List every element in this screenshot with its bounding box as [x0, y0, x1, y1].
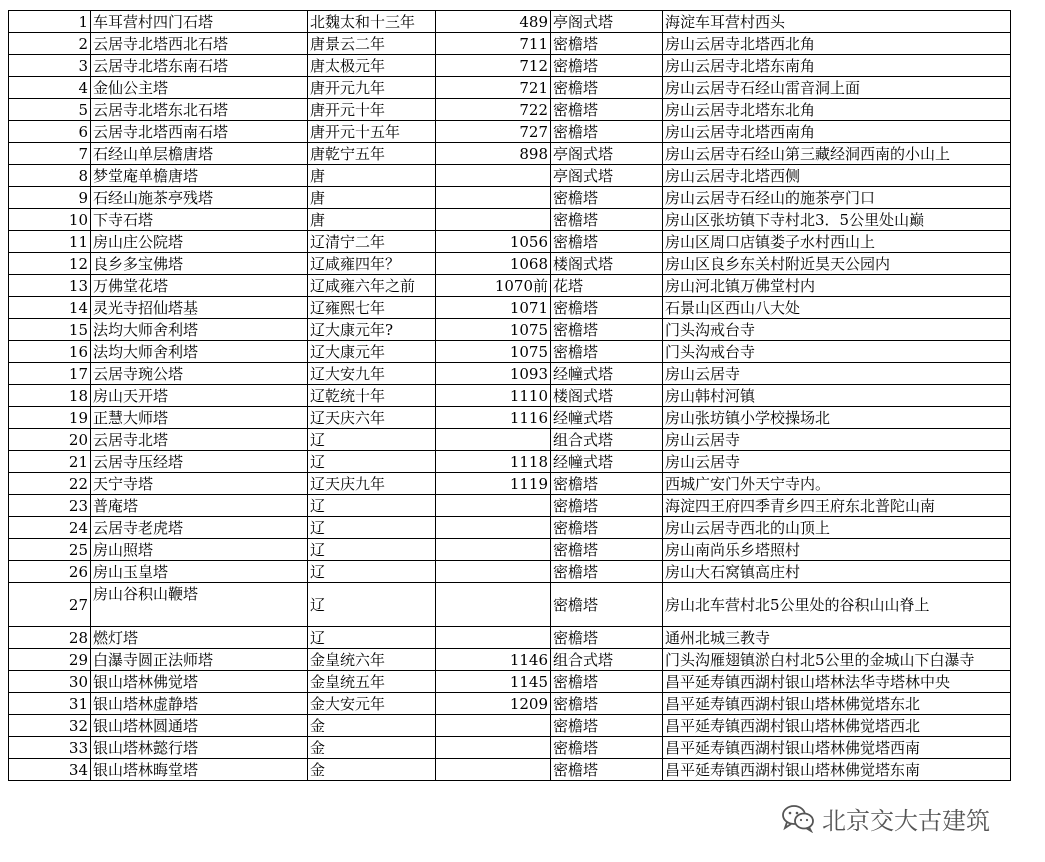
year-value: 1116 [436, 407, 551, 429]
pagoda-name: 下寺石塔 [91, 209, 308, 231]
pagoda-name: 燃灯塔 [91, 627, 308, 649]
pagoda-type: 经幢式塔 [551, 363, 663, 385]
pagoda-type: 密檐塔 [551, 297, 663, 319]
table-row [9, 627, 1011, 649]
table-row [9, 693, 1011, 715]
table-row [9, 539, 1011, 561]
pagoda-type: 密檐塔 [551, 539, 663, 561]
row-number: 29 [9, 649, 91, 671]
pagoda-type: 经幢式塔 [551, 407, 663, 429]
pagoda-name: 房山照塔 [91, 539, 308, 561]
pagoda-type: 密檐塔 [551, 583, 663, 627]
pagoda-type: 密檐塔 [551, 627, 663, 649]
pagoda-location: 房山韩村河镇 [663, 385, 1011, 407]
pagoda-table-body [9, 11, 1011, 781]
era-date: 辽天庆九年 [308, 473, 436, 495]
year-value: 721 [436, 77, 551, 99]
pagoda-location: 门头沟雁翅镇淤白村北5公里的金城山下白瀑寺 [663, 649, 1011, 671]
year-value: 1145 [436, 671, 551, 693]
pagoda-location: 昌平延寿镇西湖村银山塔林法华寺塔林中央 [663, 671, 1011, 693]
era-date: 辽 [308, 627, 436, 649]
table-row [9, 165, 1011, 187]
pagoda-type: 亭阁式塔 [551, 11, 663, 33]
pagoda-location: 海淀车耳营村西头 [663, 11, 1011, 33]
pagoda-type: 密檐塔 [551, 671, 663, 693]
row-number: 25 [9, 539, 91, 561]
pagoda-location: 房山云居寺北塔西北角 [663, 33, 1011, 55]
pagoda-location: 昌平延寿镇西湖村银山塔林佛觉塔西南 [663, 737, 1011, 759]
era-date: 金大安元年 [308, 693, 436, 715]
table-row [9, 231, 1011, 253]
year-value: 1119 [436, 473, 551, 495]
pagoda-type: 密檐塔 [551, 715, 663, 737]
pagoda-name: 梦堂庵单檐唐塔 [91, 165, 308, 187]
year-value [436, 517, 551, 539]
row-number: 18 [9, 385, 91, 407]
row-number: 7 [9, 143, 91, 165]
era-date: 金 [308, 759, 436, 781]
pagoda-name: 银山塔林圆通塔 [91, 715, 308, 737]
era-date: 唐开元九年 [308, 77, 436, 99]
pagoda-name: 云居寺北塔东北石塔 [91, 99, 308, 121]
pagoda-type: 密檐塔 [551, 561, 663, 583]
era-date: 金皇统六年 [308, 649, 436, 671]
table-row [9, 429, 1011, 451]
table-row [9, 561, 1011, 583]
pagoda-location: 石景山区西山八大处 [663, 297, 1011, 319]
table-row [9, 671, 1011, 693]
pagoda-name: 房山玉皇塔 [91, 561, 308, 583]
year-value [436, 187, 551, 209]
pagoda-location: 房山南尚乐乡塔照村 [663, 539, 1011, 561]
row-number: 24 [9, 517, 91, 539]
table-row [9, 77, 1011, 99]
pagoda-location: 房山区张坊镇下寺村北3．5公里处山巅 [663, 209, 1011, 231]
row-number: 13 [9, 275, 91, 297]
era-date: 金 [308, 715, 436, 737]
pagoda-name: 车耳营村四门石塔 [91, 11, 308, 33]
row-number: 23 [9, 495, 91, 517]
wechat-icon [780, 803, 816, 833]
pagoda-name: 正慧大师塔 [91, 407, 308, 429]
year-value [436, 429, 551, 451]
table-row [9, 319, 1011, 341]
pagoda-location: 房山区周口店镇娄子水村西山上 [663, 231, 1011, 253]
year-value [436, 165, 551, 187]
era-date: 辽 [308, 495, 436, 517]
pagoda-type: 密檐塔 [551, 319, 663, 341]
table-row [9, 715, 1011, 737]
row-number: 15 [9, 319, 91, 341]
watermark [780, 800, 990, 836]
year-value [436, 715, 551, 737]
year-value: 712 [436, 55, 551, 77]
era-date: 辽咸雍六年之前 [308, 275, 436, 297]
table-row [9, 363, 1011, 385]
table-row [9, 407, 1011, 429]
row-number: 34 [9, 759, 91, 781]
pagoda-location: 通州北城三教寺 [663, 627, 1011, 649]
pagoda-location: 房山河北镇万佛堂村内 [663, 275, 1011, 297]
year-value: 1071 [436, 297, 551, 319]
pagoda-name: 金仙公主塔 [91, 77, 308, 99]
table-row [9, 143, 1011, 165]
pagoda-location: 房山云居寺 [663, 363, 1011, 385]
pagoda-type: 经幢式塔 [551, 451, 663, 473]
year-value [436, 759, 551, 781]
pagoda-location: 门头沟戒台寺 [663, 341, 1011, 363]
year-value [436, 495, 551, 517]
row-number: 10 [9, 209, 91, 231]
table-row [9, 209, 1011, 231]
row-number: 21 [9, 451, 91, 473]
row-number: 14 [9, 297, 91, 319]
year-value [436, 583, 551, 627]
pagoda-type: 密檐塔 [551, 231, 663, 253]
pagoda-location: 门头沟戒台寺 [663, 319, 1011, 341]
era-date: 辽 [308, 539, 436, 561]
era-date: 辽大康元年 [308, 341, 436, 363]
pagoda-location: 房山云居寺石经山第三藏经洞西南的小山上 [663, 143, 1011, 165]
year-value: 1209 [436, 693, 551, 715]
watermark-text: 北京交大古建筑 [822, 806, 990, 835]
pagoda-name: 白瀑寺圆正法师塔 [91, 649, 308, 671]
pagoda-name: 房山天开塔 [91, 385, 308, 407]
pagoda-type: 密檐塔 [551, 99, 663, 121]
year-value: 1056 [436, 231, 551, 253]
era-date: 唐开元十年 [308, 99, 436, 121]
pagoda-location: 房山张坊镇小学校操场北 [663, 407, 1011, 429]
year-value [436, 627, 551, 649]
pagoda-name: 普庵塔 [91, 495, 308, 517]
pagoda-location: 昌平延寿镇西湖村银山塔林佛觉塔西北 [663, 715, 1011, 737]
table-row [9, 55, 1011, 77]
table-row [9, 297, 1011, 319]
era-date: 唐开元十五年 [308, 121, 436, 143]
pagoda-type: 楼阁式塔 [551, 385, 663, 407]
pagoda-name: 云居寺压经塔 [91, 451, 308, 473]
row-number: 11 [9, 231, 91, 253]
era-date: 辽大康元年? [308, 319, 436, 341]
table-row [9, 473, 1011, 495]
table-row [9, 99, 1011, 121]
pagoda-location: 房山云居寺 [663, 429, 1011, 451]
pagoda-name: 银山塔林佛觉塔 [91, 671, 308, 693]
pagoda-location: 房山云居寺西北的山顶上 [663, 517, 1011, 539]
era-date: 金皇统五年 [308, 671, 436, 693]
row-number: 1 [9, 11, 91, 33]
row-number: 3 [9, 55, 91, 77]
row-number: 5 [9, 99, 91, 121]
pagoda-name: 云居寺北塔东南石塔 [91, 55, 308, 77]
row-number: 31 [9, 693, 91, 715]
pagoda-location: 海淀四王府四季青乡四王府东北普陀山南 [663, 495, 1011, 517]
table-row [9, 187, 1011, 209]
row-number: 9 [9, 187, 91, 209]
pagoda-type: 密檐塔 [551, 187, 663, 209]
pagoda-location: 房山云居寺北塔西南角 [663, 121, 1011, 143]
pagoda-name: 灵光寺招仙塔基 [91, 297, 308, 319]
year-value: 1093 [436, 363, 551, 385]
pagoda-name: 房山庄公院塔 [91, 231, 308, 253]
era-date: 辽天庆六年 [308, 407, 436, 429]
row-number: 8 [9, 165, 91, 187]
year-value: 722 [436, 99, 551, 121]
table-row [9, 385, 1011, 407]
row-number: 30 [9, 671, 91, 693]
year-value: 727 [436, 121, 551, 143]
pagoda-type: 密檐塔 [551, 473, 663, 495]
pagoda-location: 房山云居寺北塔东北角 [663, 99, 1011, 121]
year-value: 711 [436, 33, 551, 55]
era-date: 辽 [308, 429, 436, 451]
year-value: 1075 [436, 319, 551, 341]
pagoda-type: 密檐塔 [551, 693, 663, 715]
pagoda-location: 房山大石窝镇高庄村 [663, 561, 1011, 583]
era-date: 唐太极元年 [308, 55, 436, 77]
pagoda-name: 良乡多宝佛塔 [91, 253, 308, 275]
row-number: 4 [9, 77, 91, 99]
pagoda-type: 楼阁式塔 [551, 253, 663, 275]
row-number: 26 [9, 561, 91, 583]
era-date: 辽咸雍四年？ [308, 253, 436, 275]
row-number: 27 [9, 583, 91, 627]
table-row [9, 759, 1011, 781]
pagoda-location: 房山云居寺石经山雷音洞上面 [663, 77, 1011, 99]
era-date: 辽乾统十年 [308, 385, 436, 407]
row-number: 19 [9, 407, 91, 429]
pagoda-name: 云居寺北塔西北石塔 [91, 33, 308, 55]
pagoda-name: 银山塔林懿行塔 [91, 737, 308, 759]
pagoda-location: 房山云居寺石经山的施茶亭门口 [663, 187, 1011, 209]
row-number: 32 [9, 715, 91, 737]
pagoda-name: 云居寺北塔 [91, 429, 308, 451]
table-row [9, 737, 1011, 759]
pagoda-type: 密檐塔 [551, 517, 663, 539]
year-value: 1146 [436, 649, 551, 671]
era-date: 辽 [308, 517, 436, 539]
pagoda-type: 组合式塔 [551, 429, 663, 451]
row-number: 28 [9, 627, 91, 649]
pagoda-type: 亭阁式塔 [551, 143, 663, 165]
table-row [9, 11, 1011, 33]
era-date: 辽雍熙七年 [308, 297, 436, 319]
pagoda-type: 密檐塔 [551, 209, 663, 231]
table-row [9, 33, 1011, 55]
pagoda-type: 花塔 [551, 275, 663, 297]
pagoda-location: 昌平延寿镇西湖村银山塔林佛觉塔东北 [663, 693, 1011, 715]
pagoda-type: 组合式塔 [551, 649, 663, 671]
pagoda-location: 西城广安门外天宁寺内。 [663, 473, 1011, 495]
row-number: 33 [9, 737, 91, 759]
year-value: 1070前 [436, 275, 551, 297]
table-row [9, 649, 1011, 671]
era-date: 辽 [308, 583, 436, 627]
pagoda-location: 昌平延寿镇西湖村银山塔林佛觉塔东南 [663, 759, 1011, 781]
pagoda-type: 密檐塔 [551, 341, 663, 363]
era-date: 金 [308, 737, 436, 759]
era-date: 唐 [308, 187, 436, 209]
year-value [436, 209, 551, 231]
table-row [9, 495, 1011, 517]
pagoda-type: 密檐塔 [551, 737, 663, 759]
table-row [9, 451, 1011, 473]
pagoda-name: 石经山施茶亭残塔 [91, 187, 308, 209]
table-row [9, 275, 1011, 297]
year-value [436, 539, 551, 561]
pagoda-type: 密檐塔 [551, 495, 663, 517]
era-date: 辽 [308, 561, 436, 583]
table-row [9, 517, 1011, 539]
pagoda-type: 密檐塔 [551, 759, 663, 781]
table-row [9, 121, 1011, 143]
era-date: 北魏太和十三年 [308, 11, 436, 33]
year-value: 1075 [436, 341, 551, 363]
year-value [436, 561, 551, 583]
year-value: 1068 [436, 253, 551, 275]
year-value: 1118 [436, 451, 551, 473]
pagoda-type: 密檐塔 [551, 33, 663, 55]
row-number: 22 [9, 473, 91, 495]
pagoda-type: 密檐塔 [551, 121, 663, 143]
table-row [9, 253, 1011, 275]
pagoda-location: 房山北车营村北5公里处的谷积山山脊上 [663, 583, 1011, 627]
era-date: 唐 [308, 209, 436, 231]
era-date: 辽清宁二年 [308, 231, 436, 253]
pagoda-name: 银山塔林晦堂塔 [91, 759, 308, 781]
row-number: 6 [9, 121, 91, 143]
era-date: 唐乾宁五年 [308, 143, 436, 165]
year-value [436, 737, 551, 759]
pagoda-location: 房山云居寺北塔东南角 [663, 55, 1011, 77]
pagoda-type: 密檐塔 [551, 77, 663, 99]
row-number: 16 [9, 341, 91, 363]
pagoda-type: 亭阁式塔 [551, 165, 663, 187]
row-number: 17 [9, 363, 91, 385]
pagoda-type: 密檐塔 [551, 55, 663, 77]
pagoda-name: 法均大师舍利塔 [91, 319, 308, 341]
pagoda-name: 房山谷积山鞭塔 [91, 583, 308, 627]
era-date: 辽大安九年 [308, 363, 436, 385]
pagoda-location: 房山云居寺北塔西侧 [663, 165, 1011, 187]
pagoda-name: 云居寺老虎塔 [91, 517, 308, 539]
year-value: 898 [436, 143, 551, 165]
era-date: 唐 [308, 165, 436, 187]
pagoda-table [8, 10, 1011, 781]
table-row [9, 341, 1011, 363]
row-number: 2 [9, 33, 91, 55]
era-date: 辽 [308, 451, 436, 473]
pagoda-location: 房山云居寺 [663, 451, 1011, 473]
pagoda-name: 天宁寺塔 [91, 473, 308, 495]
pagoda-name: 万佛堂花塔 [91, 275, 308, 297]
pagoda-location: 房山区良乡东关村附近昊天公园内 [663, 253, 1011, 275]
row-number: 12 [9, 253, 91, 275]
pagoda-name: 石经山单层檐唐塔 [91, 143, 308, 165]
pagoda-name: 云居寺北塔西南石塔 [91, 121, 308, 143]
pagoda-name: 银山塔林虚静塔 [91, 693, 308, 715]
year-value: 489 [436, 11, 551, 33]
row-number: 20 [9, 429, 91, 451]
pagoda-name: 法均大师舍利塔 [91, 341, 308, 363]
pagoda-name: 云居寺琬公塔 [91, 363, 308, 385]
table-row [9, 583, 1011, 627]
year-value: 1110 [436, 385, 551, 407]
era-date: 唐景云二年 [308, 33, 436, 55]
